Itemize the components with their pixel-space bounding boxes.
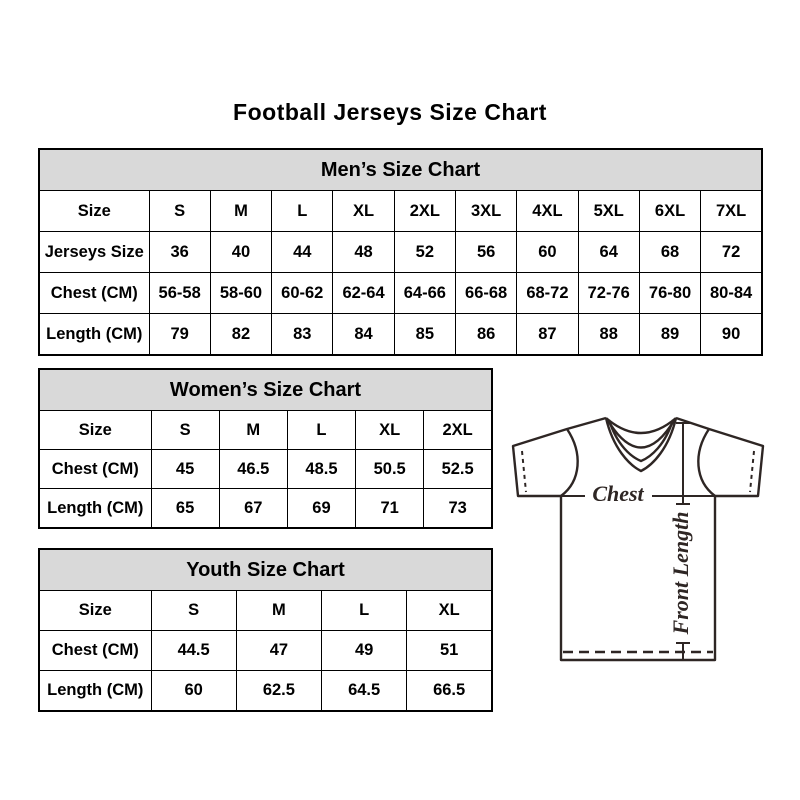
jersey-left-cuff-stitch	[522, 451, 526, 492]
value-cell: 72-76	[578, 273, 639, 314]
value-cell: 44.5	[151, 631, 236, 671]
row-label-cell: Size	[39, 411, 151, 450]
value-cell: 62-64	[333, 273, 394, 314]
row-label-cell: Chest (CM)	[39, 273, 149, 314]
row-label-cell: Size	[39, 191, 149, 232]
value-cell: 3XL	[455, 191, 516, 232]
value-cell: 69	[287, 489, 355, 529]
chest-label: Chest	[592, 481, 644, 507]
table-row	[39, 671, 492, 712]
value-cell: 4XL	[517, 191, 578, 232]
value-cell: 40	[210, 232, 271, 273]
row-label-cell: Length (CM)	[39, 671, 151, 712]
jersey-right-cuff-stitch	[750, 451, 754, 492]
table-row	[39, 273, 762, 314]
value-cell: 58-60	[210, 273, 271, 314]
value-cell: 62.5	[236, 671, 321, 712]
value-cell: 82	[210, 314, 271, 356]
value-cell: 56-58	[149, 273, 210, 314]
value-cell: 51	[407, 631, 492, 671]
value-cell: M	[236, 591, 321, 631]
value-cell: 5XL	[578, 191, 639, 232]
value-cell: 67	[219, 489, 287, 529]
jersey-left-sleeve-seam	[561, 429, 578, 496]
value-cell: 52.5	[424, 450, 492, 489]
value-cell: 46.5	[219, 450, 287, 489]
value-cell: 88	[578, 314, 639, 356]
value-cell: M	[210, 191, 271, 232]
value-cell: 83	[272, 314, 333, 356]
value-cell: 60	[517, 232, 578, 273]
row-label-cell: Jerseys Size	[39, 232, 149, 273]
value-cell: 48	[333, 232, 394, 273]
value-cell: 80-84	[701, 273, 762, 314]
value-cell: 6XL	[639, 191, 700, 232]
value-cell: 60-62	[272, 273, 333, 314]
womens-table-title: Women’s Size Chart	[39, 369, 492, 411]
value-cell: 50.5	[356, 450, 424, 489]
value-cell: M	[219, 411, 287, 450]
table-header-row	[39, 549, 492, 591]
value-cell: 64-66	[394, 273, 455, 314]
value-cell: L	[322, 591, 407, 631]
front-length-label: Front Length	[668, 511, 694, 635]
value-cell: 2XL	[424, 411, 492, 450]
table-header-row	[39, 149, 762, 191]
womens-size-table	[38, 368, 493, 529]
value-cell: 86	[455, 314, 516, 356]
row-label-cell: Length (CM)	[39, 314, 149, 356]
jersey-right-sleeve-seam	[698, 429, 715, 496]
row-label-cell: Size	[39, 591, 151, 631]
row-label-cell: Chest (CM)	[39, 450, 151, 489]
value-cell: 49	[322, 631, 407, 671]
value-cell: 44	[272, 232, 333, 273]
page-title: Football Jerseys Size Chart	[233, 99, 547, 125]
value-cell: 68	[639, 232, 700, 273]
value-cell: 36	[149, 232, 210, 273]
table-row	[39, 314, 762, 356]
row-label-cell: Chest (CM)	[39, 631, 151, 671]
value-cell: 84	[333, 314, 394, 356]
value-cell: 52	[394, 232, 455, 273]
jersey-collar-back	[606, 418, 676, 433]
youth-size-table	[38, 548, 493, 712]
row-label-cell: Length (CM)	[39, 489, 151, 529]
table-row	[39, 411, 492, 450]
jersey-measurement-diagram	[505, 403, 771, 665]
value-cell: 60	[151, 671, 236, 712]
table-header-row	[39, 369, 492, 411]
value-cell: 79	[149, 314, 210, 356]
mens-size-table	[38, 148, 763, 356]
table-row	[39, 191, 762, 232]
mens-table-title: Men’s Size Chart	[39, 149, 762, 191]
value-cell: 65	[151, 489, 219, 529]
value-cell: S	[149, 191, 210, 232]
value-cell: 89	[639, 314, 700, 356]
value-cell: XL	[407, 591, 492, 631]
value-cell: 48.5	[287, 450, 355, 489]
value-cell: 64	[578, 232, 639, 273]
value-cell: 71	[356, 489, 424, 529]
value-cell: L	[287, 411, 355, 450]
value-cell: XL	[356, 411, 424, 450]
value-cell: 76-80	[639, 273, 700, 314]
value-cell: L	[272, 191, 333, 232]
youth-table-title: Youth Size Chart	[39, 549, 492, 591]
value-cell: 7XL	[701, 191, 762, 232]
value-cell: XL	[333, 191, 394, 232]
value-cell: 2XL	[394, 191, 455, 232]
table-row	[39, 591, 492, 631]
value-cell: 64.5	[322, 671, 407, 712]
value-cell: S	[151, 411, 219, 450]
value-cell: 66-68	[455, 273, 516, 314]
value-cell: 73	[424, 489, 492, 529]
value-cell: 87	[517, 314, 578, 356]
value-cell: 72	[701, 232, 762, 273]
table-row	[39, 631, 492, 671]
table-row	[39, 450, 492, 489]
value-cell: 85	[394, 314, 455, 356]
value-cell: 66.5	[407, 671, 492, 712]
value-cell: 68-72	[517, 273, 578, 314]
table-row	[39, 232, 762, 273]
value-cell: 47	[236, 631, 321, 671]
value-cell: S	[151, 591, 236, 631]
value-cell: 90	[701, 314, 762, 356]
value-cell: 45	[151, 450, 219, 489]
value-cell: 56	[455, 232, 516, 273]
table-row	[39, 489, 492, 529]
